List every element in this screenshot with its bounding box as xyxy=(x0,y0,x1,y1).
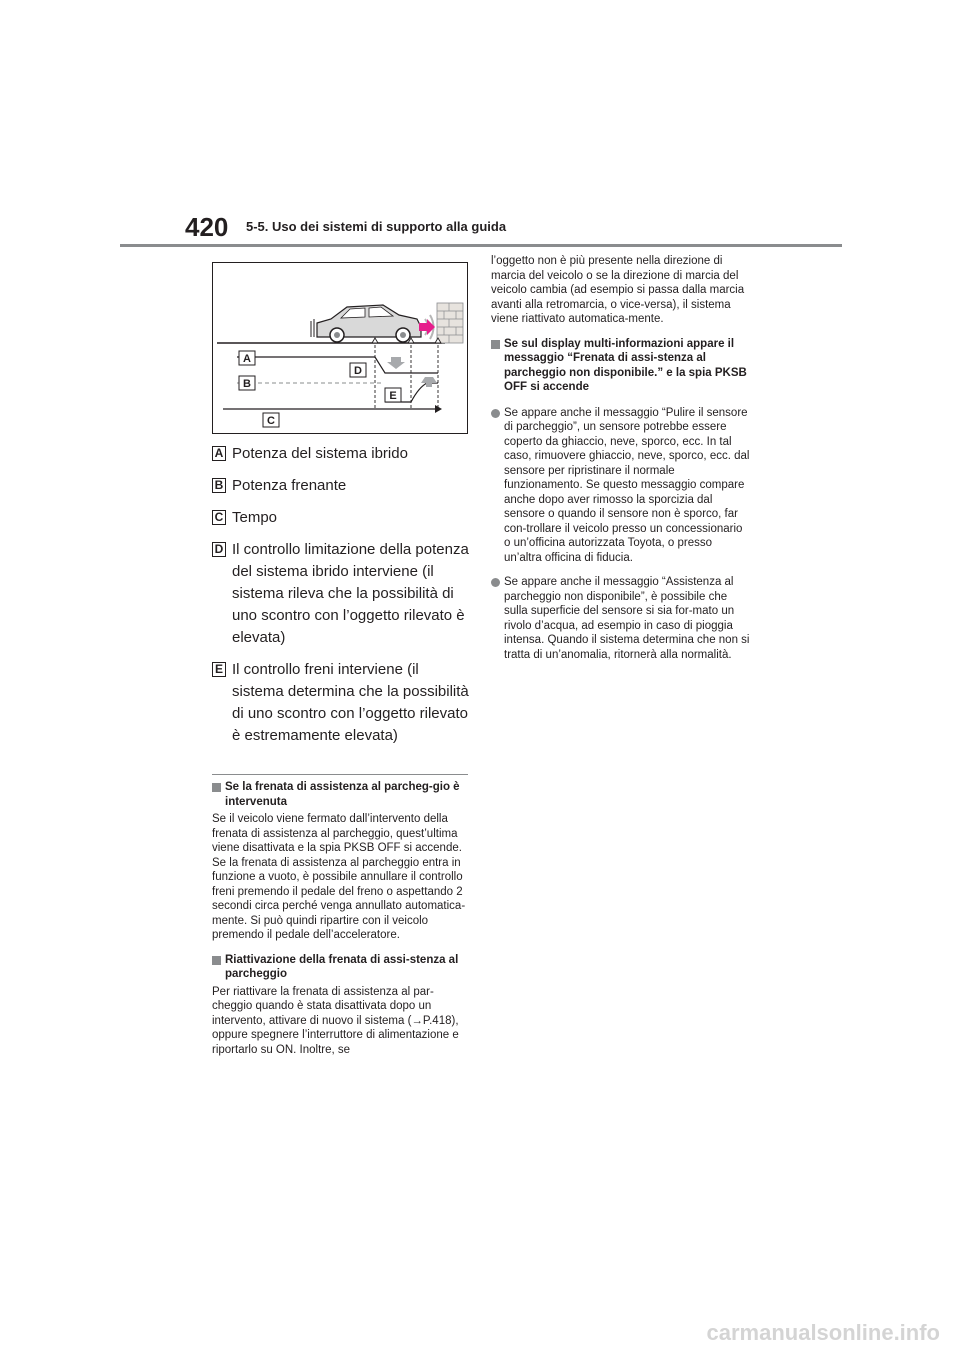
legend-text: Potenza frenante xyxy=(232,477,347,494)
figure-legend xyxy=(212,443,472,757)
label-e-box xyxy=(385,388,401,402)
system-power-line xyxy=(237,357,438,373)
legend-letter: C xyxy=(212,510,226,525)
circle-bullet-icon xyxy=(491,578,500,587)
right-column xyxy=(491,254,751,672)
label-c-box xyxy=(263,413,279,427)
paragraph: Per riattivare la frenata di assistenza al par-cheggio quando è stata disattivata dopo un intervento, attivare di nuovo il sistema (→P.418), oppure spegnere l’interruttore di alimentazione e riportarlo su ON. Inoltre, se xyxy=(212,985,459,1056)
label-e: E xyxy=(389,390,397,402)
square-bullet-icon xyxy=(212,956,221,965)
bullet-text: Se appare anche il messaggio “Assistenza al parcheggio non disponibile”, è possibile che sulla superficie del sensore si sia for-mato un rivolo d’acqua, ad esempio in caso di pioggia intensa. Quando il sistema determina che non si tratta di un’anomalia, ritornerà alla normalità. xyxy=(504,576,750,661)
section-heading xyxy=(212,780,467,809)
legend-letter: B xyxy=(212,478,226,493)
legend-text: Il controllo freni interviene (il sistema determina che la possibilità di uno scontro con l’oggetto rilevato è estremamente elevata) xyxy=(232,661,469,744)
legend-letter: A xyxy=(212,446,226,461)
paragraph: l’oggetto non è più presente nella direzione di marcia del veicolo o se la direzione di marcia del veicolo cambia (ad esempio si passa dalla marcia avanti alla retromarcia, o vice-versa), il sistema viene riattivato automatica-mente. xyxy=(491,255,745,325)
legend-item-a xyxy=(212,443,472,465)
legend-item-c xyxy=(212,507,472,529)
heading-text: Riattivazione della frenata di assi-stenza al parcheggio xyxy=(225,953,459,980)
label-a-box xyxy=(239,351,255,365)
square-bullet-icon xyxy=(491,340,500,349)
legend-item-b xyxy=(212,475,472,497)
label-b: B xyxy=(243,378,251,390)
paragraph: Se il veicolo viene fermato dall’intervento della frenata di assistenza al parcheggio, quest’ultima viene disattivata e la spia PKSB OFF si accende. Se la frenata di assistenza al parcheggio entra in funzione a vuoto, è possibile annullare il controllo freni premendo il pedale del freno o aspettando 2 secondi circa perché venga annullato automatica-mente. Si può quindi ripartire con il veicolo premendo il pedale dell’acceleratore. xyxy=(212,813,466,941)
power-down-arrow-icon xyxy=(387,357,405,369)
wall-icon xyxy=(437,303,463,343)
square-bullet-icon xyxy=(212,783,221,792)
legend-item-e xyxy=(212,659,472,747)
legend-text: Il controllo limitazione della potenza del sistema ibrido interviene (il sistema rileva che la possibilità di uno scontro con l’oggetto rilevato è elevata) xyxy=(232,541,469,646)
left-column xyxy=(212,780,467,1067)
bullet-item xyxy=(491,575,751,662)
legend-text: Potenza del sistema ibrido xyxy=(232,445,408,462)
heading-text: Se la frenata di assistenza al parcheg-gio è intervenuta xyxy=(225,781,460,808)
motion-lines-icon xyxy=(311,319,314,337)
label-c: C xyxy=(267,415,275,427)
bullet-text: Se appare anche il messaggio “Pulire il sensore di parcheggio”, un sensore potrebbe essere coperto da ghiaccio, neve, sporco, ecc. In tal caso, rimuovere ghiaccio, neve, sporco, ecc. dal sensore per ripristinare il normale funzionamento. Se questo messaggio compare anche dopo aver rimosso la sporcizia dal sensore o quando il sensore non è sporco, far con-trollare il veicolo presso un concessionario o un’officina autorizzata Toyota, o presso un’altra officina di fiducia. xyxy=(504,406,750,564)
column-divider xyxy=(212,774,468,775)
section-heading xyxy=(212,953,467,982)
page-number: 420 xyxy=(185,212,229,242)
parking-brake-diagram xyxy=(213,263,467,433)
time-axis-arrow xyxy=(435,405,442,413)
section-title: 5-5. Uso dei sistemi di supporto alla guida xyxy=(246,219,507,234)
diagram-figure xyxy=(212,262,468,434)
label-b-box xyxy=(239,376,255,390)
car-icon xyxy=(317,305,421,342)
section-heading xyxy=(491,337,751,395)
bullet-item xyxy=(491,406,751,566)
header-rule xyxy=(120,244,842,247)
legend-letter: D xyxy=(212,542,226,557)
legend-text: Tempo xyxy=(232,509,278,526)
label-d-box xyxy=(350,363,366,377)
heading-text: Se sul display multi-informazioni appare il messaggio “Frenata di assi-stenza al parcheggio non disponibile.” e la spia PKSB OFF si accende xyxy=(504,337,747,393)
legend-letter: E xyxy=(212,662,226,677)
circle-bullet-icon xyxy=(491,409,500,418)
label-a: A xyxy=(243,353,251,365)
label-d: D xyxy=(354,365,362,377)
watermark: carmanualsonline.info xyxy=(706,1320,940,1345)
legend-item-d xyxy=(212,539,472,649)
